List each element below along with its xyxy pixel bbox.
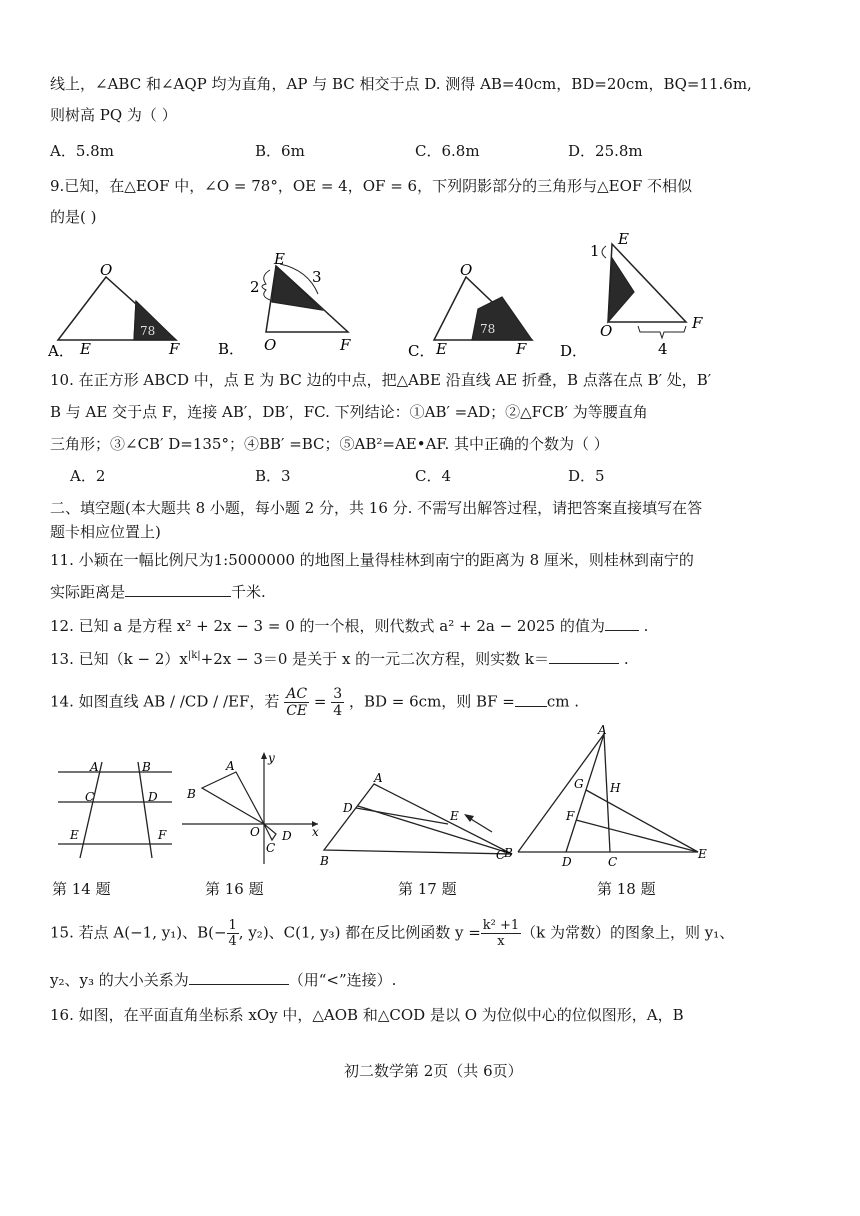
point-label: G bbox=[574, 777, 584, 791]
fraction-numerator: 3 bbox=[333, 686, 343, 702]
point-label: C bbox=[608, 855, 618, 869]
point-label: B bbox=[142, 760, 151, 774]
q15-text: 15. 若点 A(−1, y₁)、B(− bbox=[50, 923, 227, 942]
vertex-label: F bbox=[516, 340, 527, 358]
q14-ratio bbox=[284, 686, 309, 719]
point-label: D bbox=[282, 829, 292, 843]
q12-text: 12. 已知 a 是方程 x² + 2x − 3 = 0 的一个根，则代数式 a² + 2a − 2025 的值为 bbox=[50, 617, 605, 635]
vertex-label: O bbox=[264, 336, 277, 354]
vertex-label: E bbox=[436, 340, 447, 358]
q13-line bbox=[50, 645, 629, 670]
section-heading-cont: 题卡相应位置上) bbox=[50, 523, 161, 541]
option-label: C． bbox=[408, 342, 435, 360]
q10-option-d: D．5 bbox=[568, 467, 605, 485]
angle-label: 78 bbox=[480, 322, 496, 336]
q9-line1: 9.已知，在△EOF 中，∠O = 78°，OE = 4，OF = 6，下列阴影部分的三角形与△EOF 不相似 bbox=[50, 177, 693, 195]
point-label: B bbox=[320, 854, 329, 868]
point-label: E bbox=[70, 828, 79, 842]
fraction-numerator: 1 bbox=[228, 918, 237, 933]
q8-option-c: C．6.8m bbox=[415, 142, 480, 160]
q14-unit: cm . bbox=[546, 692, 579, 711]
q8-line1: 线上，∠ABC 和∠AQP 均为直角，AP 与 BC 相交于点 D. 测得 AB=40cm，BD=20cm，BQ=11.6m, bbox=[50, 75, 752, 93]
q15-text-5: （用“<”连接）. bbox=[288, 971, 397, 989]
q15-text-4: y₂、y₃ 的大小关系为 bbox=[50, 971, 189, 989]
vertex-label: E bbox=[618, 232, 629, 248]
figure-q18 bbox=[500, 722, 718, 870]
q8-line2: 则树高 PQ 为（ ） bbox=[50, 106, 177, 124]
point-label: E bbox=[698, 847, 707, 861]
page-footer: 初二数学第 2页（共 6页） bbox=[344, 1062, 523, 1080]
figure-q16 bbox=[180, 748, 325, 868]
q8-option-d: D．25.8m bbox=[568, 142, 643, 160]
q10-line1: 10. 在正方形 ABCD 中，点 E 为 BC 边的中点，把△ABE 沿直线 AE 折叠，B 点落在点 B′ 处，B′ bbox=[50, 371, 712, 389]
point-label: A bbox=[598, 723, 607, 737]
point-label: A bbox=[226, 759, 235, 773]
q13-exponent: |k| bbox=[187, 650, 201, 661]
side-label: 2 bbox=[250, 278, 260, 296]
q8-option-b: B．6m bbox=[255, 142, 305, 160]
point-label: D bbox=[562, 855, 572, 869]
q10-line2: B 与 AE 交于点 F，连接 AB′，DB′，FC. 下列结论：①AB′ =AD；②△FCB′ 为等腰直角 bbox=[50, 403, 648, 421]
q10-option-a: A．2 bbox=[70, 467, 106, 485]
q10-option-b: B．3 bbox=[255, 467, 291, 485]
q15-fraction bbox=[227, 918, 239, 949]
vertex-label: O bbox=[460, 261, 473, 279]
vertex-label: F bbox=[169, 340, 180, 358]
equals-sign: = bbox=[313, 692, 327, 711]
figure-caption: 第 14 题 bbox=[52, 880, 111, 898]
vertex-label: F bbox=[340, 336, 351, 354]
answer-blank[interactable] bbox=[549, 647, 619, 664]
side-label: 4 bbox=[658, 340, 668, 358]
q9-figure-c bbox=[408, 255, 558, 360]
angle-label: 78 bbox=[140, 324, 156, 338]
q10-line3: 三角形；③∠CB′ D=135°；④BB′ =BC；⑤AB²=AE•AF. 其中正确的个数为（ ） bbox=[50, 435, 609, 453]
side-label: 1 bbox=[590, 242, 600, 260]
vertex-label: O bbox=[100, 261, 113, 279]
axis-label: y bbox=[268, 751, 275, 765]
point-label: O bbox=[250, 825, 260, 839]
q16-line1: 16. 如图，在平面直角坐标系 xOy 中，△AOB 和△COD 是以 O 为位似中心的位似图形，A，B bbox=[50, 1006, 684, 1024]
fraction-denominator: 4 bbox=[333, 703, 343, 719]
point-label: B bbox=[187, 787, 196, 801]
section-heading: 二、填空题(本大题共 8 小题，每小题 2 分，共 16 分. 不需写出解答过程，请把答案直接填写在答 bbox=[50, 499, 703, 517]
q11-line1: 11. 小颖在一幅比例尺为1:5000000 的地图上量得桂林到南宁的距离为 8 厘米，则桂林到南宁的 bbox=[50, 551, 694, 569]
figure-q17 bbox=[316, 766, 526, 871]
q11-text: 实际距离是 bbox=[50, 583, 126, 601]
q12-line bbox=[50, 614, 648, 637]
q12-end: . bbox=[643, 617, 649, 635]
figure-caption: 第 17 题 bbox=[398, 880, 457, 898]
point-label: C bbox=[266, 841, 276, 855]
point-label: C bbox=[85, 790, 95, 804]
q15-line1 bbox=[50, 918, 734, 949]
q9-figure-d bbox=[560, 232, 720, 362]
side-label: 3 bbox=[312, 268, 322, 286]
fraction-numerator: AC bbox=[284, 686, 309, 703]
answer-blank[interactable] bbox=[515, 690, 547, 707]
point-label: D bbox=[148, 790, 158, 804]
q9-figure-b bbox=[218, 250, 368, 360]
answer-blank[interactable] bbox=[189, 968, 289, 985]
q9-figure-a bbox=[48, 255, 198, 360]
fraction-numerator: k² +1 bbox=[482, 918, 520, 933]
option-label: B． bbox=[218, 340, 245, 358]
fraction-denominator: CE bbox=[286, 703, 308, 719]
q15-function bbox=[481, 918, 521, 949]
q15-text-2: , y₂)、C(1, y₃) 都在反比例函数 y = bbox=[238, 923, 481, 942]
q14-value bbox=[331, 686, 344, 719]
point-label: A bbox=[90, 760, 99, 774]
answer-blank[interactable] bbox=[125, 580, 231, 597]
q13-end: . bbox=[623, 650, 629, 668]
q13-text: 13. 已知（k − 2）x bbox=[50, 650, 188, 668]
q14-text-2: ，BD = 6cm，则 BF = bbox=[348, 692, 515, 711]
vertex-label: E bbox=[80, 340, 91, 358]
point-label: E bbox=[450, 809, 459, 823]
q14-text: 14. 如图直线 AB / /CD / /EF，若 bbox=[50, 692, 280, 711]
axis-label: x bbox=[312, 825, 319, 839]
q8-option-a: A．5.8m bbox=[50, 142, 114, 160]
figure-caption: 第 18 题 bbox=[597, 880, 656, 898]
figure-caption: 第 16 题 bbox=[205, 880, 264, 898]
fraction-denominator: 4 bbox=[228, 934, 237, 949]
point-label: A bbox=[374, 771, 383, 785]
q15-text-3: （k 为常数）的图象上，则 y₁、 bbox=[521, 923, 735, 942]
option-label: D． bbox=[560, 342, 588, 360]
vertex-label: O bbox=[600, 322, 613, 340]
q13-text-2: +2x − 3＝0 是关于 x 的一元二次方程，则实数 k＝ bbox=[200, 650, 550, 668]
q9-line2: 的是( ) bbox=[50, 208, 97, 226]
option-label: A． bbox=[48, 342, 74, 360]
point-label: B bbox=[504, 846, 513, 860]
point-label: F bbox=[158, 828, 167, 842]
point-label: D bbox=[343, 801, 353, 815]
q14-line bbox=[50, 686, 579, 719]
vertex-label: F bbox=[692, 314, 703, 332]
q15-line2 bbox=[50, 968, 396, 991]
answer-blank[interactable] bbox=[605, 614, 639, 631]
fraction-denominator: x bbox=[497, 934, 505, 949]
q11-line2 bbox=[50, 580, 266, 603]
q11-unit: 千米. bbox=[231, 583, 266, 601]
point-label: C bbox=[496, 848, 506, 862]
q10-option-c: C．4 bbox=[415, 467, 452, 485]
point-label: F bbox=[566, 809, 575, 823]
point-label: H bbox=[610, 781, 621, 795]
figure-q14 bbox=[48, 758, 178, 868]
vertex-label: E bbox=[274, 250, 285, 268]
